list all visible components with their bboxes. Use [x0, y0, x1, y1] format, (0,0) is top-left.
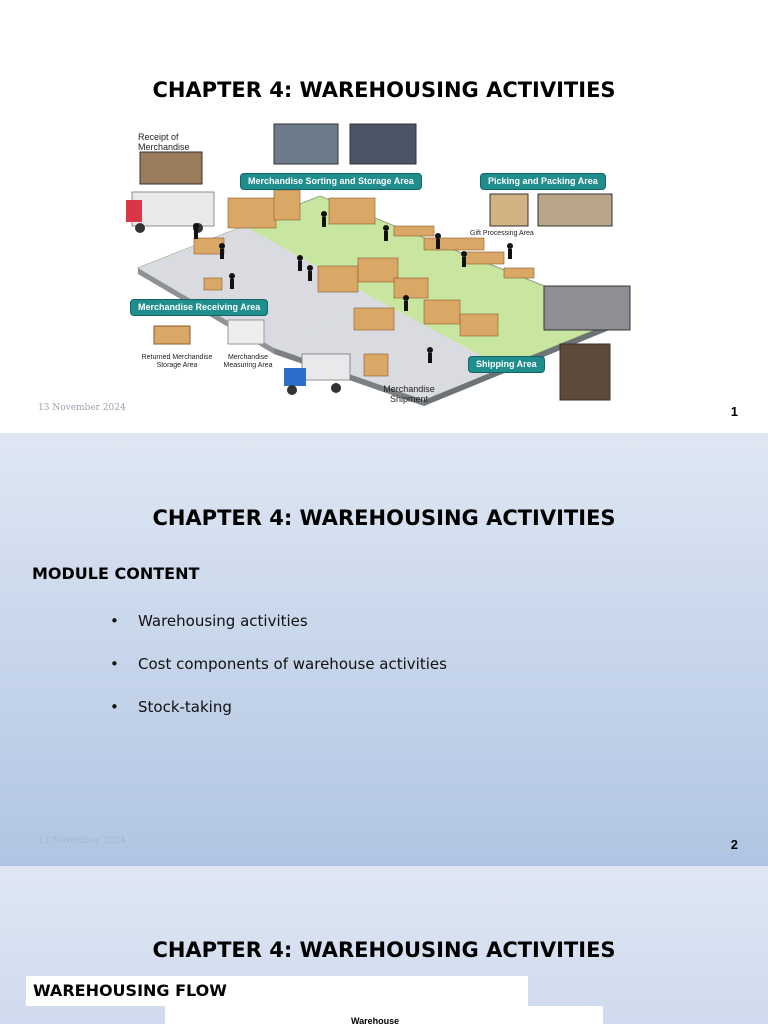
picking-area-tag: Picking and Packing Area — [480, 173, 606, 190]
slide-date: 13 November 2024 — [38, 403, 126, 413]
slide-2 — [0, 433, 768, 866]
slide-date: 13 November 2024 — [38, 836, 126, 846]
bullet-icon: • — [110, 612, 119, 630]
slide-1 — [0, 0, 768, 433]
flow-heading-box — [26, 976, 528, 1006]
list-item: • Stock-taking — [110, 698, 232, 716]
slide-number: 2 — [730, 837, 738, 852]
flow-diagram-text: Warehouse — [351, 1016, 400, 1024]
flow-diagram — [165, 1006, 603, 1024]
returned-storage-label: Returned Merchandise Storage Area — [141, 354, 213, 369]
receipt-label: Receipt of Merchandise — [138, 132, 190, 152]
shipping-area-tag: Shipping Area — [468, 356, 545, 373]
slide-title: CHAPTER 4: WAREHOUSING ACTIVITIES — [152, 506, 616, 530]
warehouse-illustration — [124, 118, 640, 408]
slide-title: CHAPTER 4: WAREHOUSING ACTIVITIES — [152, 938, 616, 962]
slide-title: CHAPTER 4: WAREHOUSING ACTIVITIES — [152, 78, 616, 102]
list-item: • Warehousing activities — [110, 612, 308, 630]
receiving-area-tag: Merchandise Receiving Area — [130, 299, 268, 316]
bullet-icon: • — [110, 698, 119, 716]
gift-processing-label: Gift Processing Area — [470, 230, 534, 237]
module-heading: MODULE CONTENT — [32, 564, 200, 583]
bullet-icon: • — [110, 655, 119, 673]
delivery-truck-icon — [126, 192, 214, 233]
measuring-area-label: Merchandise Measuring Area — [223, 354, 273, 369]
flow-heading: WAREHOUSING FLOW — [33, 981, 227, 1000]
list-item: • Cost components of warehouse activities — [110, 655, 447, 673]
slide-number: 1 — [730, 404, 738, 419]
slide-3 — [0, 866, 768, 1024]
sorting-area-tag: Merchandise Sorting and Storage Area — [240, 173, 422, 190]
shipment-label: Merchandise Shipment — [383, 384, 435, 404]
module-list — [110, 611, 447, 740]
